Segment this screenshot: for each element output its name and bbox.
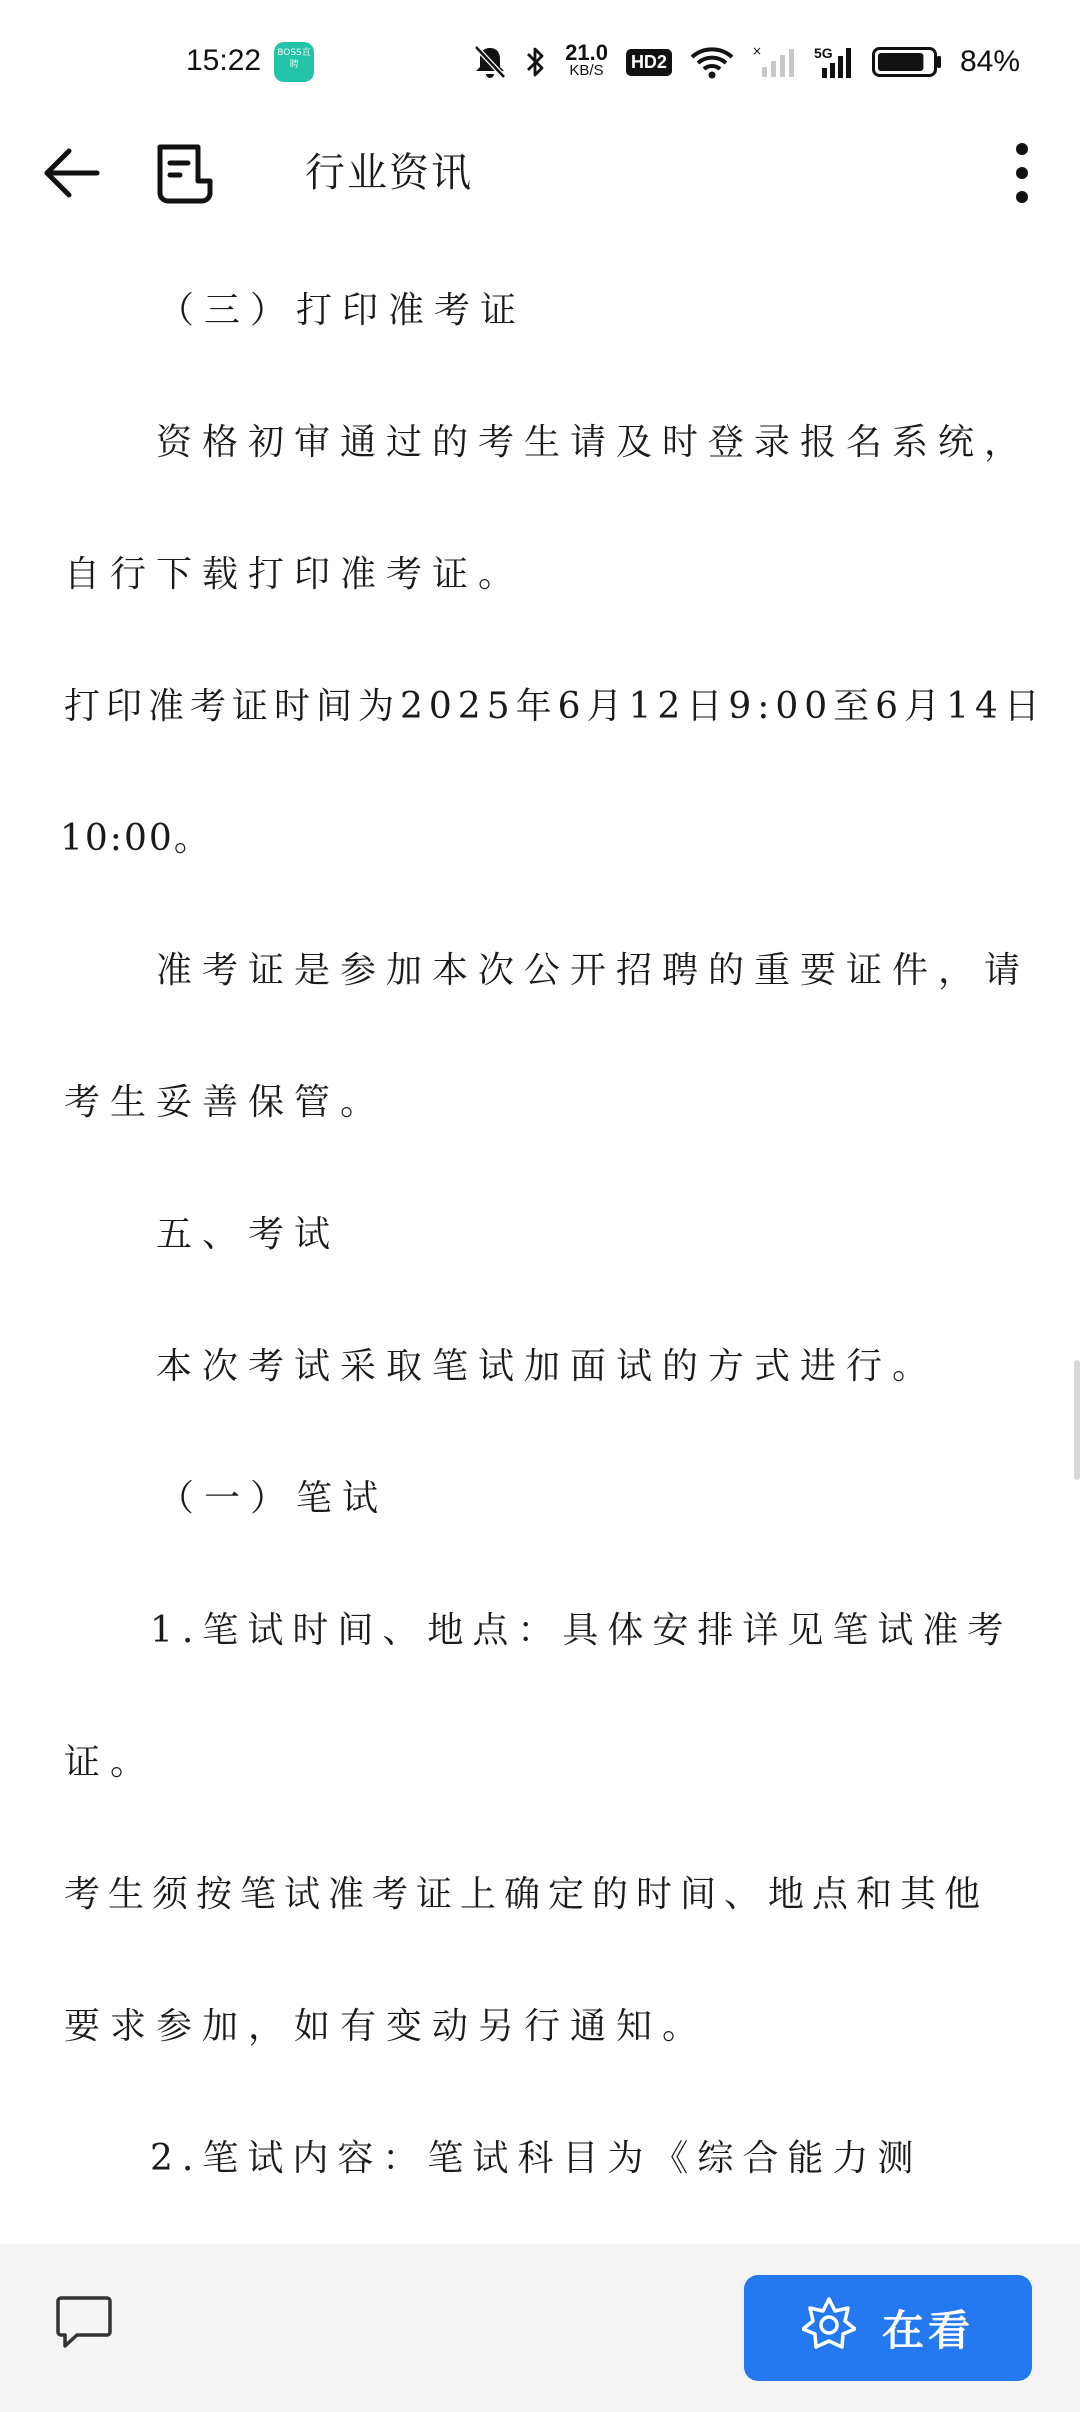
article-line: 自行下载打印准考证。 <box>64 554 525 595</box>
article-line: 准考证是参加本次公开招聘的重要证件，请 <box>156 950 1031 991</box>
article-line: 2.笔试内容：笔试科目为《综合能力测 <box>150 2138 923 2179</box>
bell-off-icon <box>473 44 507 80</box>
article-content[interactable] <box>0 230 1080 2228</box>
article-line: （一）笔试 <box>158 1478 389 1519</box>
svg-text:×: × <box>751 45 763 58</box>
bottom-bar <box>0 2244 1080 2412</box>
article-line: 证。 <box>64 1742 157 1783</box>
bluetooth-icon <box>525 44 547 80</box>
hd-badge: HD2 <box>626 49 672 76</box>
more-button[interactable] <box>992 137 1052 213</box>
signal-icon <box>814 44 854 80</box>
signal-weak-icon <box>752 45 796 79</box>
nav-bar <box>0 125 1080 230</box>
net-speed-value: 21.0 <box>565 40 608 65</box>
back-arrow-icon <box>43 148 101 202</box>
boss-app-badge: BOSS直聘 <box>274 42 314 82</box>
article-line: 考生须按笔试准考证上确定的时间、地点和其他 <box>64 1874 989 1915</box>
more-vertical-icon <box>1014 141 1030 209</box>
article-line: 1.笔试时间、地点：具体安排详见笔试准考 <box>150 1610 1013 1651</box>
article-line: 五、考试 <box>156 1214 341 1255</box>
watching-label: 在看 <box>881 2306 974 2355</box>
comment-button[interactable] <box>54 2294 114 2354</box>
document-icon <box>154 143 216 209</box>
signal-label: 5G <box>813 45 833 61</box>
article-line: 10:00。 <box>60 818 212 859</box>
flower-icon <box>802 2296 856 2360</box>
document-button[interactable] <box>150 141 220 211</box>
back-button[interactable] <box>40 143 104 207</box>
page-title: 行业资讯 <box>305 150 473 196</box>
article-line: （三）打印准考证 <box>158 290 527 331</box>
scrollbar-thumb[interactable] <box>1074 1360 1080 1480</box>
net-speed-unit: KB/S <box>569 62 604 79</box>
comment-icon <box>55 2294 113 2354</box>
article-line: 本次考试采取笔试加面试的方式进行。 <box>156 1346 939 1387</box>
article-line: 要求参加，如有变动另行通知。 <box>64 2006 709 2047</box>
status-bar <box>0 0 1080 125</box>
battery-icon <box>872 45 942 79</box>
wifi-icon <box>690 45 734 79</box>
article-line: 考生妥善保管。 <box>64 1082 387 1123</box>
watching-button[interactable] <box>744 2275 1032 2381</box>
network-speed <box>565 40 608 80</box>
battery-percent: 84% <box>959 45 1020 78</box>
article-line: 打印准考证时间为2025年6月12日9:00至6月14日 <box>64 686 1046 727</box>
status-time: 15:22 <box>186 44 262 77</box>
article-line: 资格初审通过的考生请及时登录报名系统， <box>156 422 1031 463</box>
status-icons <box>473 36 1020 88</box>
